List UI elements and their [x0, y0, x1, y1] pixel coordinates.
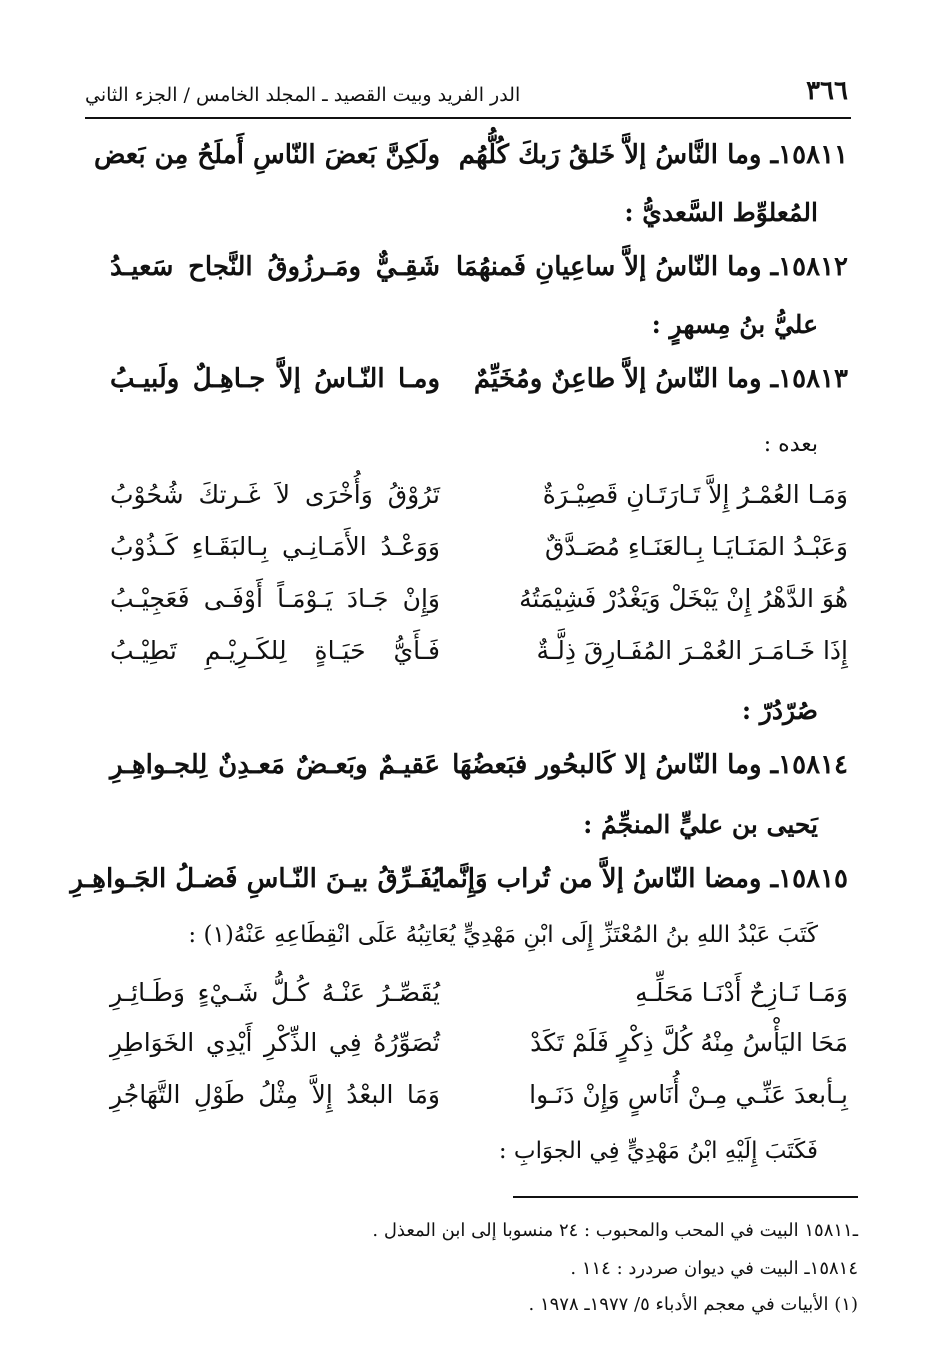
verse-second-hemistich: عَقيـمٌ وبَعـضٌ مَعـدِنٌ لِلجـواهِـرِ	[110, 750, 440, 780]
prose-line: كَتَبَ عَبْدُ اللهِ بنُ المُعْتَزِّ إِلَى ابْنِ مَهْدِيٍّ يُعَاتِبُهُ عَلَى انْقِطَاعِهِ عَنْهُ(١) :	[188, 922, 818, 948]
verse	[110, 480, 848, 520]
verse	[110, 532, 848, 572]
verse-second-hemistich: وَإِنْ جَـادَ يَـوْمَـاً أَوْفَـى فَعَجِيْـبُ	[110, 584, 440, 613]
verse-first-hemistich: مَحَا اليَأْسُ مِنْهُ كُلَّ ذِكْرٍ فَلَمْ تَكَدْ	[530, 1028, 848, 1057]
verse-second-hemistich: تَرُوْقُ وَأُخْرَى لاَ غَـرتكَ شُحُوْبُ	[110, 480, 440, 509]
verse-first-hemistich: ١٥٨١٣ـ وما النّاسُ إلاَّ طاعِنٌ ومُخَيِّمٌ	[473, 364, 848, 394]
verse-second-hemistich: شَقِـيٌّ ومَـرزُوقُ النَّجاح سَعيـدُ	[110, 252, 440, 282]
verse-15814	[110, 750, 848, 790]
verse	[110, 636, 848, 676]
verse-second-hemistich: ومـا النّـاسُ إلاَّ جـاهِـلٌ ولَبيـبُ	[110, 364, 440, 394]
running-title: الدر الفريد وبيت القصيد ـ المجلد الخامس / الجزء الثاني	[85, 84, 521, 106]
verse-first-hemistich: هُوَ الدَّهْرُ إِنْ يَبْخَلْ وَيَغْدُرْ فَشِيْمَتُهُ	[519, 584, 848, 613]
verse-first-hemistich: ١٥٨١٥ـ ومضا النّاسُ إلاَّ من تُراب وَإِنَّما	[437, 864, 848, 894]
poet-attribution: المُعلوِّط السَّعديُّ :	[624, 198, 818, 227]
footnote: ١٥٨١٤ـ البيت في ديوان صردرد : ١١٤ .	[570, 1258, 858, 1279]
verse-first-hemistich: وَعَبْـدُ المَنَـايَـا بِـالعَنَـاءِ مُصَـدَّقٌ	[545, 532, 848, 561]
verse-15813	[110, 364, 848, 404]
verse-second-hemistich: يُقَصِّـرُ عَنْـهُ كُـلُّ شَـيْءٍ وَطَـائِـرِ	[110, 978, 440, 1007]
verse	[110, 1028, 848, 1068]
verse-15815	[70, 864, 848, 904]
page-number: ٣٦٦	[806, 76, 848, 106]
verse-second-hemistich: يُفَـرِّقُ بيـنَ النّـاسِ فَضـلُ الجَـواهِـرِ	[70, 864, 440, 894]
footnote: (١) الأبيات في معجم الأدباء ٥/ ١٩٧٧ـ ١٩٧٨ .	[528, 1294, 858, 1315]
poet-attribution: عليُّ بنُ مِسهرٍ :	[651, 310, 818, 339]
verse-first-hemistich: وَمَـا العُمْـرُ إِلاَّ تَـارَتَـانِ قَصِيْـرَةٌ	[542, 480, 848, 509]
verse	[110, 1080, 848, 1120]
verse-second-hemistich: فَـأَيُّ حَيَـاةٍ لِلكَـرِيْـمِ تَطِيْـبُ	[110, 636, 440, 665]
poet-attribution: يَحيى بن عليٍّ المنجِّمُ :	[583, 810, 818, 839]
verse-second-hemistich: تُصَوِّرُهُ فِي الذِّكْرِ أَيْدِي الخَوَاطِرِ	[110, 1028, 440, 1057]
after-note: بعده :	[763, 432, 818, 457]
verse-first-hemistich: إِذَا خَـامَـرَ العُمْـرَ المُفَـارِقَ ذِلَّـةٌ	[536, 636, 848, 665]
poet-attribution: صُرّدُرّ :	[741, 696, 818, 725]
header-rule	[85, 117, 851, 119]
prose-line: فَكَتَبَ إِلَيْهِ ابْنُ مَهْدِيٍّ فِي الجوَابِ :	[498, 1138, 818, 1164]
verse-second-hemistich: وَوَعْـدُ الأَمَـانِـي بِـالبَقَـاءِ كَـذُوْبُ	[110, 532, 440, 561]
running-header	[85, 70, 848, 106]
verse	[110, 584, 848, 624]
verse-second-hemistich: وَمَا البعْدُ إِلاَّ مِثْلُ طَوْلِ التَّهَاجُرِ	[110, 1080, 440, 1109]
verse	[110, 978, 848, 1018]
verse-second-hemistich: ولَكِنَّ بَعضَ النّاسِ أَملَحُ مِن بَعض	[93, 140, 440, 170]
verse-first-hemistich: وَمَـا نَـازِحٌ أَدْنَـا مَحَلِّـهِ	[635, 978, 848, 1007]
footnote: ـ١٥٨١١ البيت في المحب والمحبوب : ٢٤ منسوبا إلى ابن المعذل .	[372, 1220, 858, 1241]
footnote-rule	[513, 1196, 858, 1198]
verse-first-hemistich: ١٥٨١١ـ وما النَّاسُ إلاَّ خَلقُ رَبكَ كُلُّهُم	[458, 140, 848, 170]
verse-first-hemistich: ١٥٨١٤ـ وما النّاسُ إلا كَالبحُور فبَعضُهَا	[452, 750, 848, 780]
verse-15812	[110, 252, 848, 292]
verse-15811	[93, 140, 848, 180]
verse-first-hemistich: ١٥٨١٢ـ وما النّاسُ إلاَّ ساعِيانِ فَمنهُمَا	[455, 252, 848, 282]
verse-first-hemistich: بِـأبعدَ عَنِّـي مِـنْ أُنَاسٍ وَإِنْ دَنَـوا	[529, 1080, 848, 1109]
